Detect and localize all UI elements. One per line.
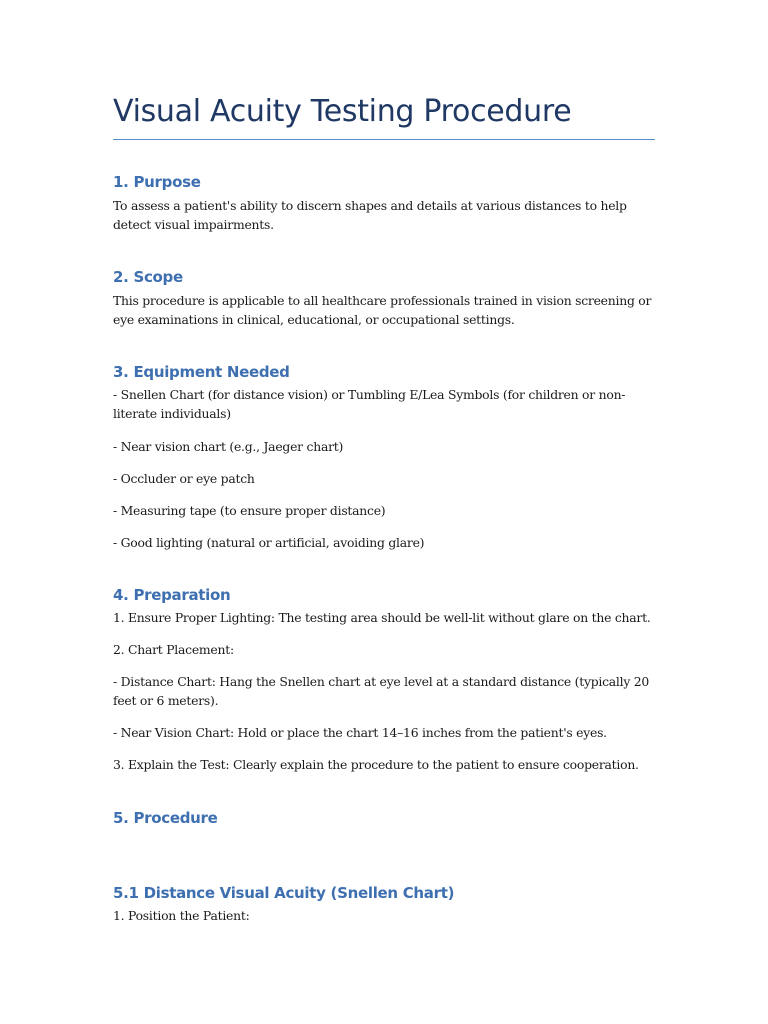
equipment-item: - Near vision chart (e.g., Jaeger chart)	[113, 439, 344, 454]
document-title: Visual Acuity Testing Procedure	[113, 94, 572, 129]
preparation-item: 1. Ensure Proper Lighting: The testing area should be well-lit without glare on the chart.	[113, 610, 651, 625]
section-heading-scope: 2. Scope	[113, 268, 183, 286]
preparation-item: - Near Vision Chart: Hold or place the chart 14–16 inches from the patient's eyes.	[113, 725, 607, 740]
purpose-text: To assess a patient's ability to discern shapes and details at various distances to help detect visual impairments.	[113, 198, 627, 232]
title-underline	[113, 139, 655, 140]
preparation-item: - Distance Chart: Hang the Snellen chart at eye level at a standard distance (typically 20 feet or 6 meters).	[113, 674, 650, 708]
section-heading-purpose: 1. Purpose	[113, 173, 201, 191]
preparation-item: 2. Chart Placement:	[113, 642, 234, 657]
equipment-item: - Measuring tape (to ensure proper distance)	[113, 503, 386, 518]
section-heading-distance-acuity: 5.1 Distance Visual Acuity (Snellen Chart)	[113, 884, 455, 902]
section-heading-preparation: 4. Preparation	[113, 586, 231, 604]
equipment-item: - Snellen Chart (for distance vision) or Tumbling E/Lea Symbols (for children or non-literate individuals)	[113, 387, 626, 421]
scope-text: This procedure is applicable to all healthcare professionals trained in vision screening or eye examinations in clinical, educational, or occupational settings.	[113, 293, 652, 327]
equipment-item: - Good lighting (natural or artificial, avoiding glare)	[113, 535, 425, 550]
distance-acuity-item: 1. Position the Patient:	[113, 908, 250, 923]
equipment-item: - Occluder or eye patch	[113, 471, 255, 486]
section-heading-equipment: 3. Equipment Needed	[113, 363, 290, 381]
preparation-item: 3. Explain the Test: Clearly explain the procedure to the patient to ensure cooperation.	[113, 757, 639, 772]
section-heading-procedure: 5. Procedure	[113, 809, 218, 827]
